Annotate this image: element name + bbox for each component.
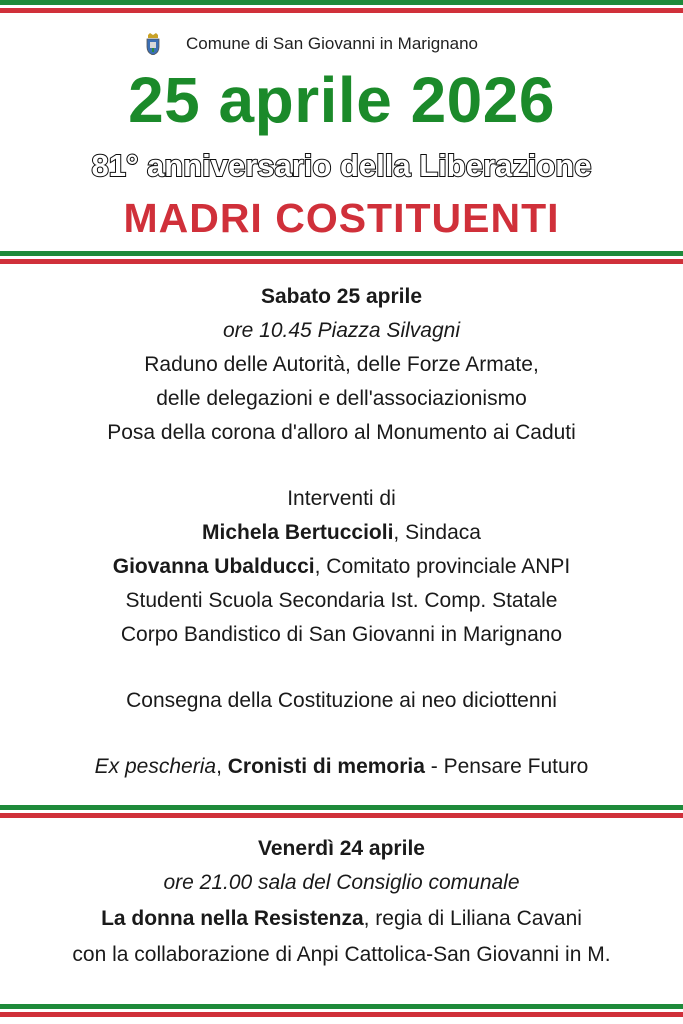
exhibit-separator: , [216,755,228,778]
friday-time-place: ore 21.00 sala del Consiglio comunale [163,871,520,894]
speeches-intro: Interventi di [287,487,396,510]
speaker-line [0,552,683,582]
exhibit-line [0,752,683,782]
coat-of-arms-icon [145,33,161,55]
participant-line: Studenti Scuola Secondaria Ist. Comp. Statale [125,589,558,612]
speaker-name: Giovanna Ubalducci [112,555,315,578]
film-title: La donna nella Resistenza [101,907,364,930]
constitution-line: Consegna della Costituzione ai neo diciottenni [126,689,557,712]
friday-day-heading: Venerdì 24 aprile [258,837,425,860]
tricolor-stripe-top [0,0,683,13]
tricolor-divider [0,251,683,264]
film-director: , regia di Liliana Cavani [363,907,582,930]
anniversary-subtitle: 81° anniversario della Liberazione [91,148,592,183]
municipality-header [0,32,683,58]
program-line: delle delegazioni e dell'associazionismo [156,387,527,410]
tricolor-stripe-bottom [0,1004,683,1017]
participant-line: Corpo Bandistico di San Giovanni in Marignano [120,623,563,646]
speaker-line [0,518,683,548]
exhibit-title: Cronisti di memoria [227,755,425,778]
speaker-name: Michela Bertuccioli [202,521,394,544]
exhibit-subtitle: - Pensare Futuro [424,755,589,778]
film-line [0,904,683,934]
theme-title: MADRI COSTITUENTI [123,195,560,241]
event-date-title: 25 aprile 2026 [128,64,555,136]
speaker-role: , Comitato provinciale ANPI [314,555,571,578]
exhibit-place: Ex pescheria [94,755,217,778]
collaboration-line: con la collaborazione di Anpi Cattolica-San Giovanni in M. [72,943,611,966]
municipality-name: Comune di San Giovanni in Marignano [186,34,479,53]
saturday-time-place: ore 10.45 Piazza Silvagni [223,319,460,342]
speaker-role: , Sindaca [393,521,481,544]
tricolor-divider [0,805,683,818]
program-line: Raduno delle Autorità, delle Forze Armate, [144,353,539,376]
program-line: Posa della corona d'alloro al Monumento ai Caduti [107,421,576,444]
saturday-day-heading: Sabato 25 aprile [260,285,423,308]
